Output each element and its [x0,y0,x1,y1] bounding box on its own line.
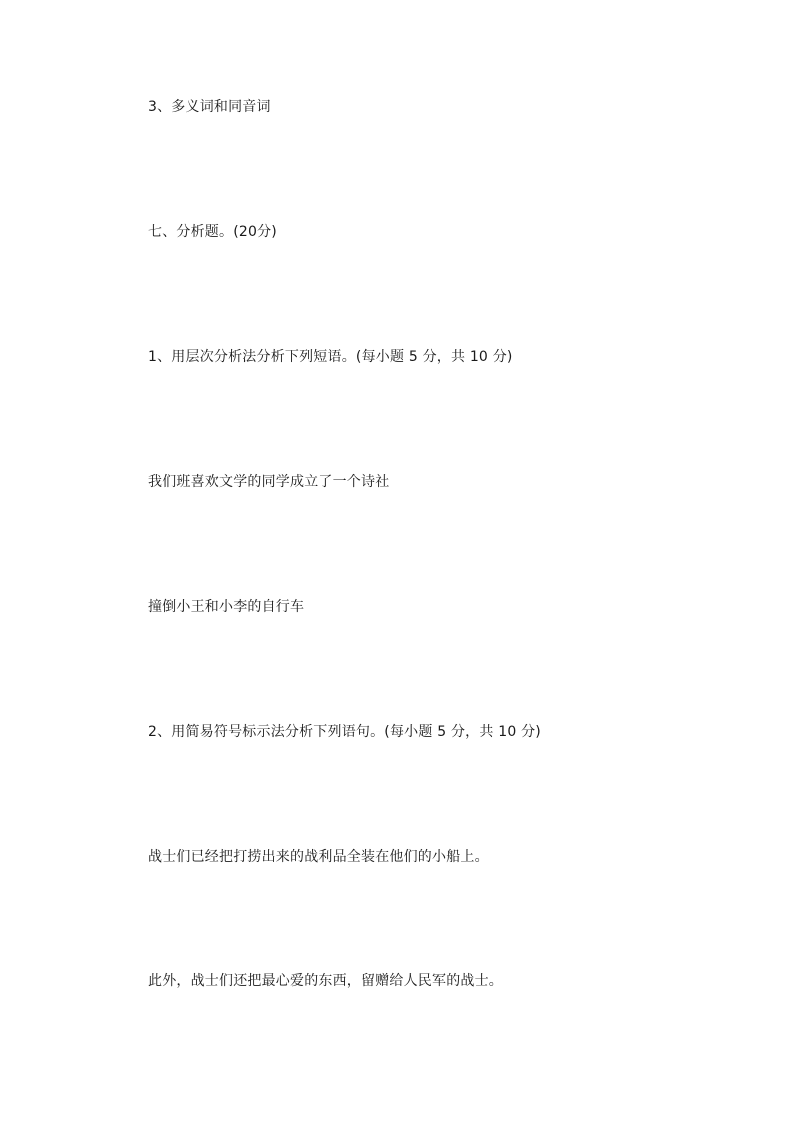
question-1-phrase-b: 撞倒小王和小李的自行车 [148,599,305,615]
question-2-instruction: 2、用简易符号标示法分析下列语句。(每小题 5 分，共 10 分) [148,724,541,740]
question-2-sentence-a: 战士们已经把打捞出来的战利品全装在他们的小船上。 [148,849,489,865]
question-2-sentence-b: 此外，战士们还把最心爱的东西，留赠给人民军的战士。 [148,973,503,989]
question-1-phrase-a: 我们班喜欢文学的同学成立了一个诗社 [148,474,390,490]
section-heading-analysis: 七、分析题。(20分) [148,224,277,240]
question-1-instruction: 1、用层次分析法分析下列短语。(每小题 5 分，共 10 分) [148,349,513,365]
section-subitem-polysemy-homophone: 3、多义词和同音词 [148,99,271,115]
